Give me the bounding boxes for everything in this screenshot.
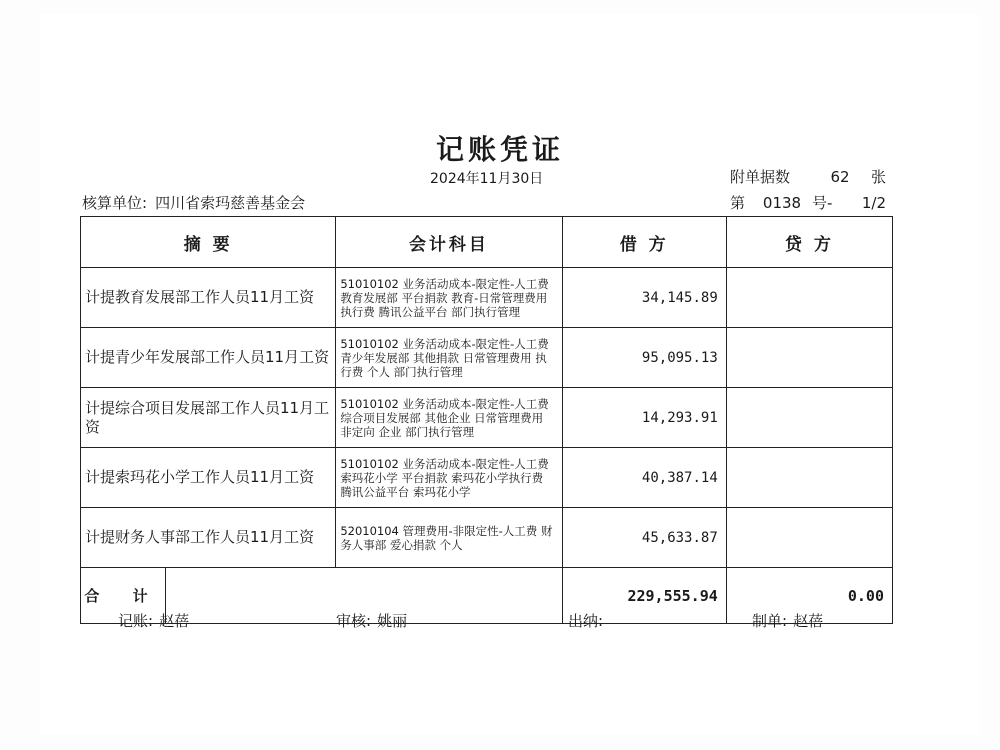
- header-credit: 贷 方: [726, 217, 892, 268]
- voucher-date: 2024年11月30日: [430, 171, 544, 187]
- row-credit: [726, 388, 892, 448]
- reviewer-label: 审核:: [336, 612, 372, 630]
- row-debit: 45,633.87: [562, 508, 726, 568]
- row-account: 51010102 业务活动成本-限定性-人工费 综合项目发展部 其他企业 日常管理费用 非定向 企业 部门执行管理: [336, 388, 562, 448]
- voucher-page: 1/2: [861, 194, 886, 212]
- cashier-label: 出纳:: [568, 612, 604, 630]
- row-account: 51010102 业务活动成本-限定性-人工费 青少年发展部 其他捐款 日常管理费用 执行费 个人 部门执行管理: [336, 328, 562, 388]
- reviewer-name: 姚丽: [377, 612, 408, 630]
- voucher-table: [80, 216, 893, 624]
- attachments-unit: 张: [870, 168, 886, 186]
- voucher-no: 0138: [762, 194, 802, 212]
- voucher-title: 记账凭证: [435, 133, 564, 166]
- row-account: 52010104 管理费用-非限定性-人工费 财务人事部 爱心捐款 个人: [336, 508, 562, 568]
- footer-cashier: [568, 610, 609, 631]
- header-debit: 借 方: [562, 217, 726, 268]
- bookkeeper-name: 赵蓓: [159, 612, 190, 630]
- attachments-label: 附单据数: [730, 168, 791, 186]
- table-row: [81, 328, 893, 388]
- footer-reviewer: [336, 610, 407, 631]
- row-summary: 计提青少年发展部工作人员11月工资: [81, 328, 336, 388]
- row-summary: 计提索玛花小学工作人员11月工资: [81, 448, 336, 508]
- attachments-number: 62: [830, 168, 850, 186]
- preparer-label: 制单:: [752, 612, 788, 630]
- accounting-unit-label: 核算单位:: [82, 194, 148, 212]
- row-debit: 14,293.91: [562, 388, 726, 448]
- row-debit: 40,387.14: [562, 448, 726, 508]
- row-account: 51010102 业务活动成本-限定性-人工费 教育发展部 平台捐款 教育-日常管理费用 执行费 腾讯公益平台 部门执行管理: [336, 268, 562, 328]
- table-row: [81, 268, 893, 328]
- table-row: [81, 388, 893, 448]
- header-summary: 摘 要: [81, 217, 336, 268]
- table-row: [81, 508, 893, 568]
- voucher-prefix: 第: [730, 194, 746, 212]
- row-debit: 95,095.13: [562, 328, 726, 388]
- row-credit: [726, 508, 892, 568]
- row-credit: [726, 448, 892, 508]
- total-debit: 229,555.94: [562, 568, 726, 624]
- row-debit: 34,145.89: [562, 268, 726, 328]
- total-credit: 0.00: [726, 568, 892, 624]
- footer-bookkeeper: [118, 610, 189, 631]
- header-account: 会计科目: [336, 217, 562, 268]
- bookkeeper-label: 记账:: [118, 612, 154, 630]
- row-account: 51010102 业务活动成本-限定性-人工费 索玛花小学 平台捐款 索玛花小学执行费 腾讯公益平台 索玛花小学: [336, 448, 562, 508]
- row-credit: [726, 328, 892, 388]
- total-label-text: 合 计: [81, 568, 166, 623]
- row-summary: 计提财务人事部工作人员11月工资: [81, 508, 336, 568]
- accounting-unit: [82, 192, 305, 213]
- table-row: [81, 448, 893, 508]
- accounting-unit-value: 四川省索玛慈善基金会: [155, 194, 306, 212]
- row-summary: 计提教育发展部工作人员11月工资: [81, 268, 336, 328]
- row-summary: 计提综合项目发展部工作人员11月工资: [81, 388, 336, 448]
- preparer-name: 赵蓓: [793, 612, 824, 630]
- voucher-number: [730, 192, 895, 213]
- row-credit: [726, 268, 892, 328]
- attachments-count: [730, 166, 895, 187]
- voucher-suffix: 号-: [812, 194, 833, 212]
- footer-preparer: [752, 610, 823, 631]
- table-header: [81, 217, 893, 268]
